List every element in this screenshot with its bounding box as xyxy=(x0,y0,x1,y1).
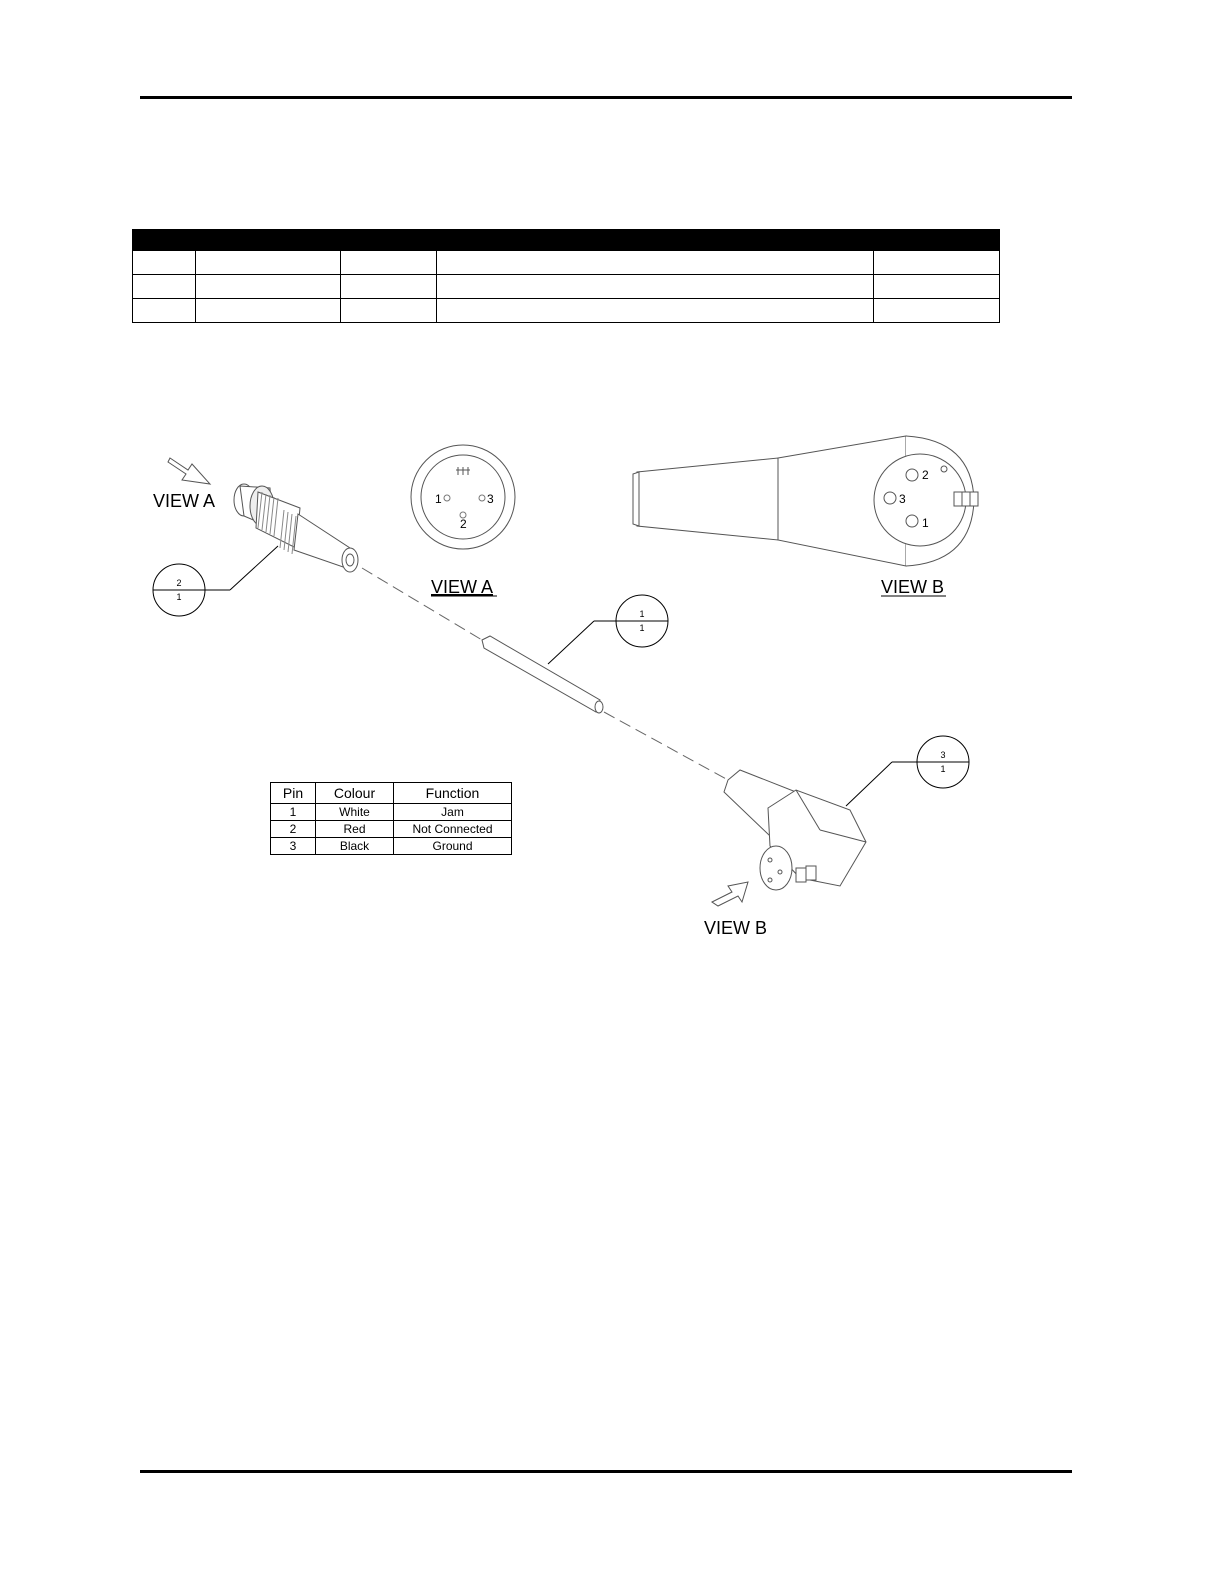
balloon-1-sheet: 1 xyxy=(639,623,645,633)
pinout-cell-function: Ground xyxy=(394,838,512,855)
balloon-item-2 xyxy=(153,546,278,616)
balloon-2-sheet: 1 xyxy=(176,592,182,602)
pinout-header-colour: Colour xyxy=(316,783,394,804)
view-b-pin-3: 3 xyxy=(899,492,906,506)
pinout-cell-colour: Black xyxy=(316,838,394,855)
pinout-header-function: Function xyxy=(394,783,512,804)
pinout-cell-pin: 2 xyxy=(271,821,316,838)
view-a-detail xyxy=(411,445,515,549)
pinout-cell-pin: 3 xyxy=(271,838,316,855)
pinout-cell-colour: Red xyxy=(316,821,394,838)
balloon-1-item: 1 xyxy=(639,609,645,619)
pinout-cell-pin: 1 xyxy=(271,804,316,821)
balloon-3-item: 3 xyxy=(940,750,946,760)
pinout-cell-function: Not Connected xyxy=(394,821,512,838)
balloon-2-item: 2 xyxy=(176,578,182,588)
footer-rule xyxy=(140,1470,1072,1473)
view-b-arrow xyxy=(712,882,748,906)
pinout-cell-colour: White xyxy=(316,804,394,821)
pinout-row xyxy=(271,821,512,838)
balloon-3-sheet: 1 xyxy=(940,764,946,774)
right-angle-connector xyxy=(724,770,866,890)
left-connector xyxy=(234,484,358,572)
balloon-item-1 xyxy=(548,595,668,664)
view-a-iso-label: VIEW A xyxy=(153,491,216,511)
pinout-header-pin: Pin xyxy=(271,783,316,804)
view-a-detail-label: VIEW A xyxy=(431,577,494,597)
pinout-table xyxy=(270,782,512,855)
view-b-iso-label: VIEW B xyxy=(704,918,768,938)
view-b-pin-1: 1 xyxy=(922,516,929,530)
view-a-pin-2: 2 xyxy=(460,517,467,531)
pinout-row xyxy=(271,838,512,855)
view-a-arrow xyxy=(168,458,210,484)
pinout-cell-function: Jam xyxy=(394,804,512,821)
pinout-row xyxy=(271,804,512,821)
balloon-item-3 xyxy=(846,736,969,806)
view-a-pin-3: 3 xyxy=(487,492,494,506)
view-b-detail-label: VIEW B xyxy=(881,577,945,597)
view-b-detail xyxy=(633,436,978,566)
pinout-header-row xyxy=(271,783,512,804)
view-a-pin-1: 1 xyxy=(435,492,442,506)
cable-segment xyxy=(482,636,603,713)
view-b-pin-2: 2 xyxy=(922,468,929,482)
